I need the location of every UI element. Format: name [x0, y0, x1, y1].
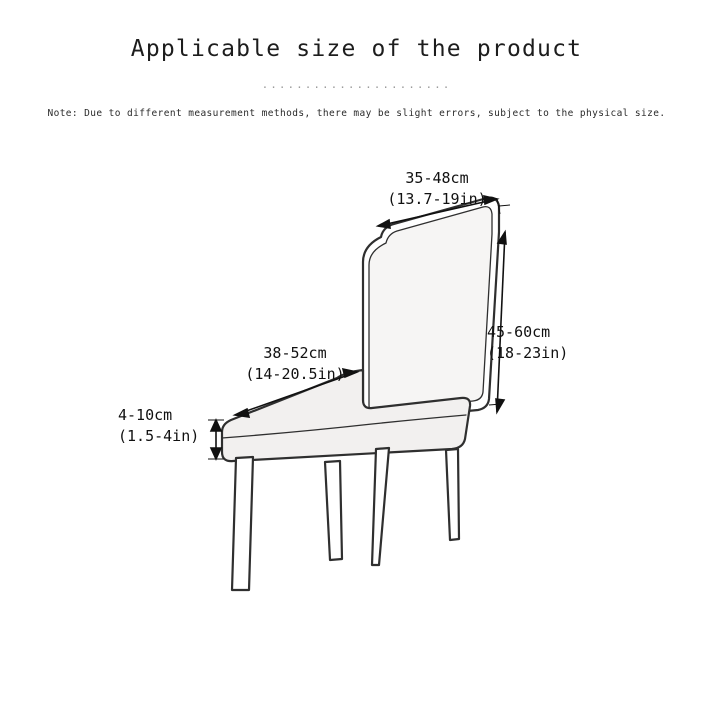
dimension-seat-height-metric: 4-10cm — [118, 406, 173, 424]
dimension-back-width-metric: 35-48cm — [405, 169, 469, 187]
dimension-seat-width-imperial: (14-20.5in) — [245, 364, 345, 383]
measurement-note: Note: Due to different measurement methods, there may be slight errors, subject to the physical size. — [47, 108, 666, 119]
page-title: Applicable size of the product — [130, 36, 583, 62]
chair-leg-back-right — [446, 449, 459, 540]
dimension-back-width — [367, 168, 507, 209]
dimension-seat-height — [118, 405, 228, 446]
chair-leg-front-left — [232, 457, 253, 590]
dimension-back-height-imperial: (18-23in) — [487, 343, 569, 362]
chair-leg-front-right — [372, 448, 389, 565]
dimension-seat-height-imperial: (1.5-4in) — [118, 426, 200, 445]
dimension-seat-width — [215, 343, 375, 384]
chair-leg-back-left — [325, 461, 342, 560]
dimension-seat-width-metric: 38-52cm — [263, 344, 327, 362]
dimension-back-height-metric: 45-60cm — [487, 323, 551, 341]
decorative-divider: ...................... — [261, 78, 452, 91]
dimension-back-width-imperial: (13.7-19in) — [387, 189, 487, 208]
dimension-back-height — [487, 322, 607, 363]
